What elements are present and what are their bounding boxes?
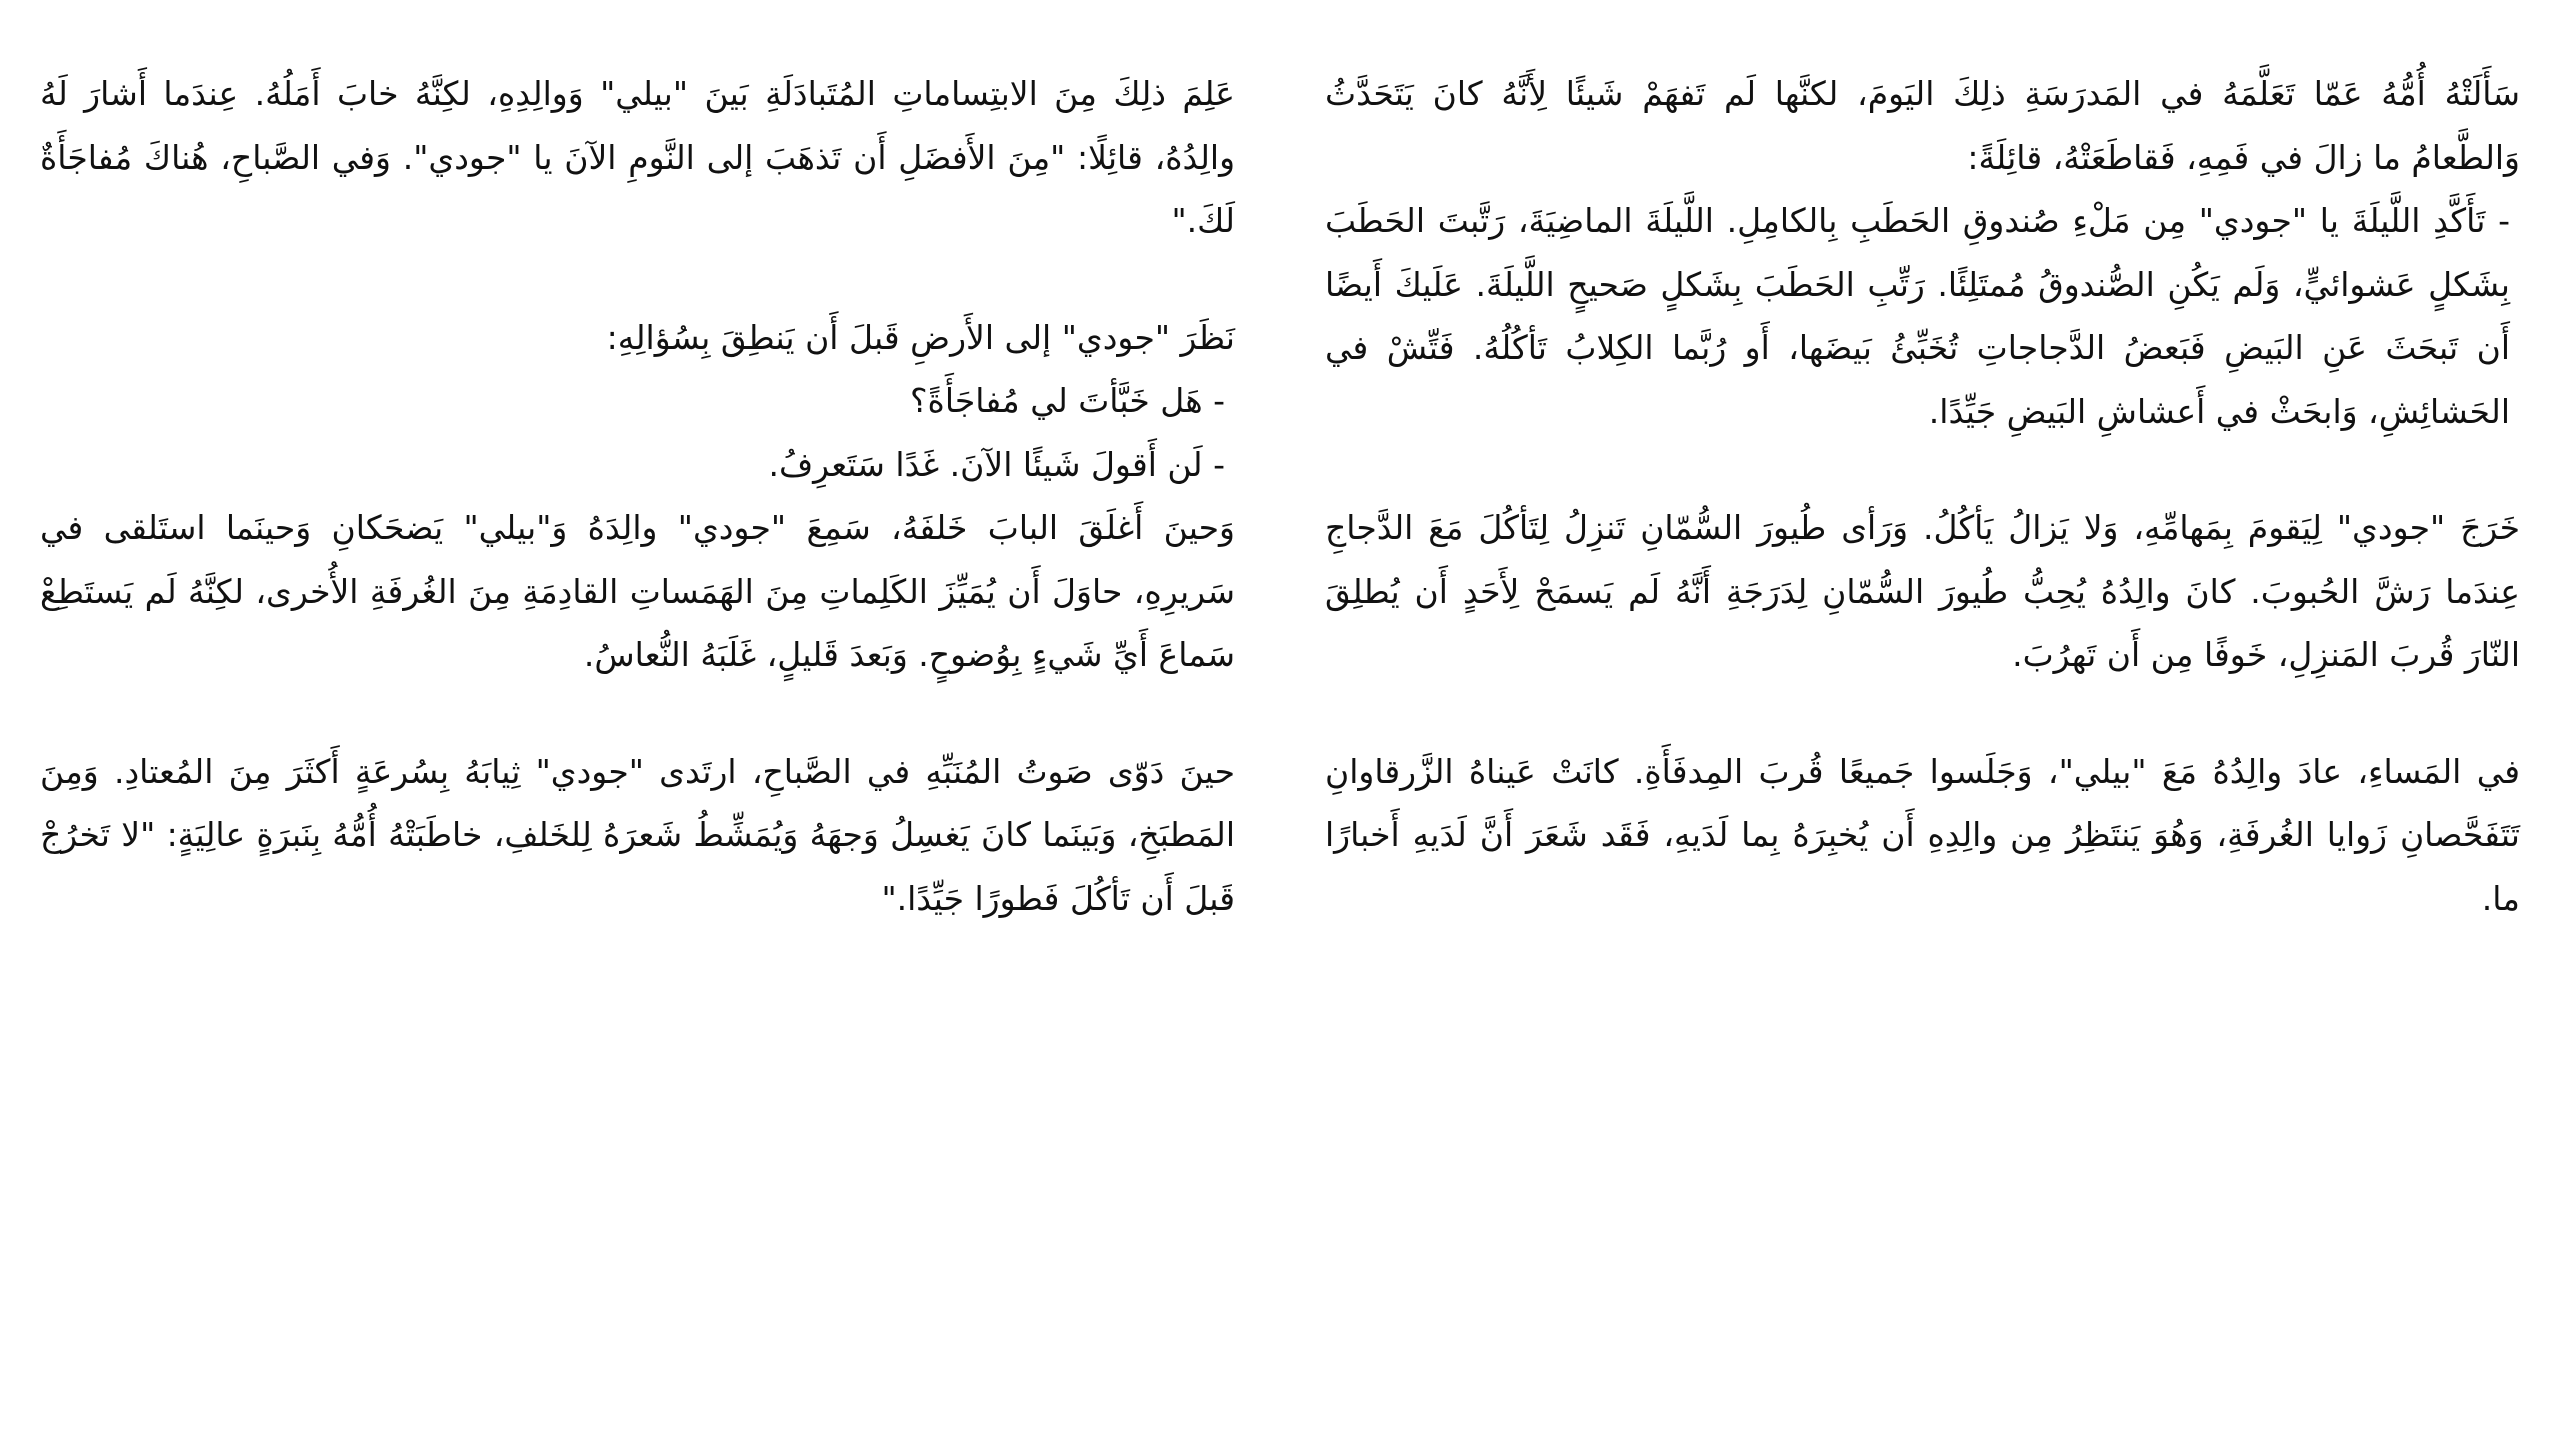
paragraph-mother-instructions: - تَأَكَّدِ اللَّيلَةَ يا "جودي" مِن مَلْءِ صُندوقِ الحَطَبِ بِالكامِلِ. اللَّيلَةَ الماضِيَةَ، رَتَّبتَ الحَطَبَ بِشَكلٍ عَشوائيٍّ، وَلَم يَكُنِ الصُّندوقُ مُمتَلِئًا. رَتِّبِ الحَطَبَ بِشَكلٍ صَحيحٍ اللَّيلَةَ. عَلَيكَ أَيضًا أَن تَبحَثَ عَنِ البَيضِ فَبَعضُ الدَّجاجاتِ تُخَبِّئُ بَيضَها، أَو رُبَّما الكِلابُ تَأكُلُهُ. فَتِّشْ في الحَشائِشِ، وَابحَثْ في أَعشاشِ البَيضِ جَيِّدًا. xyxy=(1325,201,2510,431)
dialogue-line-question: - هَل خَبَّأتَ لي مُفاجَأَةً؟ xyxy=(910,381,1225,420)
paragraph-jody-chores: خَرَجَ "جودي" لِيَقومَ بِمَهامِّهِ، وَلا يَزالُ يَأكُلُ. وَرَأى طُيورَ السُّمّانِ تَنزِلُ لِتَأكُلَ مَعَ الدَّجاجِ عِندَما رَشَّ الحُبوبَ. كانَ والِدُهُ يُحِبُّ طُيورَ السُّمّانِ لِدَرَجَةِ أَنَّهُ لَم يَسمَحْ لِأَحَدٍ أَن يُطلِقَ النّارَ قُربَ المَنزِلِ، خَوفًا مِن أَن تَهرُبَ. xyxy=(1325,508,2520,674)
paragraph-mother-question: سَأَلَتْهُ أُمُّهُ عَمّا تَعَلَّمَهُ في المَدرَسَةِ ذلِكَ اليَومَ، لكنَّها لَم تَفهَمْ شَيئًا لِأَنَّهُ كانَ يَتَحَدَّثُ وَالطَّعامُ ما زالَ في فَمِهِ، فَقاطَعَتْهُ، قائِلَةً: xyxy=(1325,74,2520,177)
right-column xyxy=(1325,62,2520,930)
paragraph-father-surprise: عَلِمَ ذلِكَ مِنَ الابتِساماتِ المُتَبادَلَةِ بَينَ "بيلي" وَوالِدِهِ، لكِنَّهُ خابَ أَمَلُهُ. عِندَما أَشارَ لَهُ والِدُهُ، قائِلًا: "مِنَ الأَفضَلِ أَن تَذهَبَ إلى النَّومِ الآنَ يا "جودي". وَفي الصَّباحِ، هُناكَ مُفاجَأَةٌ لَكَ." xyxy=(40,74,1235,240)
paragraph-jody-asks: نَظَرَ "جودي" إلى الأَرضِ قَبلَ أَن يَنطِقَ بِسُؤالِهِ: xyxy=(606,317,1235,357)
left-column xyxy=(40,62,1235,930)
dialogue-line-answer: - لَن أَقولَ شَيئًا الآنَ. غَدًا سَتَعرِفُ. xyxy=(768,444,1225,484)
paragraph-morning-alarm: حينَ دَوّى صَوتُ المُنَبِّهِ في الصَّباحِ، ارتَدى "جودي" ثِيابَهُ بِسُرعَةٍ أَكثَرَ مِنَ المُعتادِ. وَمِنَ المَطبَخِ، وَبَينَما كانَ يَغسِلُ وَجهَهُ وَيُمَشِّطُ شَعرَهُ لِلخَلفِ، خاطَبَتْهُ أُمُّهُ بِنَبرَةٍ عالِيَةٍ: "لا تَخرُجْ قَبلَ أَن تَأكُلَ فَطورًا جَيِّدًا." xyxy=(40,751,1235,918)
paragraph-evening-fireplace: في المَساءِ، عادَ والِدُهُ مَعَ "بيلي"، وَجَلَسوا جَميعًا قُربَ المِدفَأَةِ. كانَتْ عَيناهُ الزَّرقاوانِ تَتَفَحَّصانِ زَوايا الغُرفَةِ، وَهُوَ يَنتَظِرُ مِن والِدِهِ أَن يُخبِرَهُ بِما لَدَيهِ، فَقَد شَعَرَ أَنَّ لَدَيهِ أَخبارًا ما. xyxy=(1325,751,2520,918)
paragraph-night-whispers: وَحينَ أَغلَقَ البابَ خَلفَهُ، سَمِعَ "جودي" والِدَهُ وَ"بيلي" يَضحَكانِ وَحينَما استَلقى في سَريرِهِ، حاوَلَ أَن يُمَيِّزَ الكَلِماتِ مِنَ الهَمَساتِ القادِمَةِ مِنَ الغُرفَةِ الأُخرى، لكِنَّهُ لَم يَستَطِعْ سَماعَ أَيِّ شَيءٍ بِوُضوحٍ. وَبَعدَ قَليلٍ، غَلَبَهُ النُّعاسُ. xyxy=(40,508,1235,674)
